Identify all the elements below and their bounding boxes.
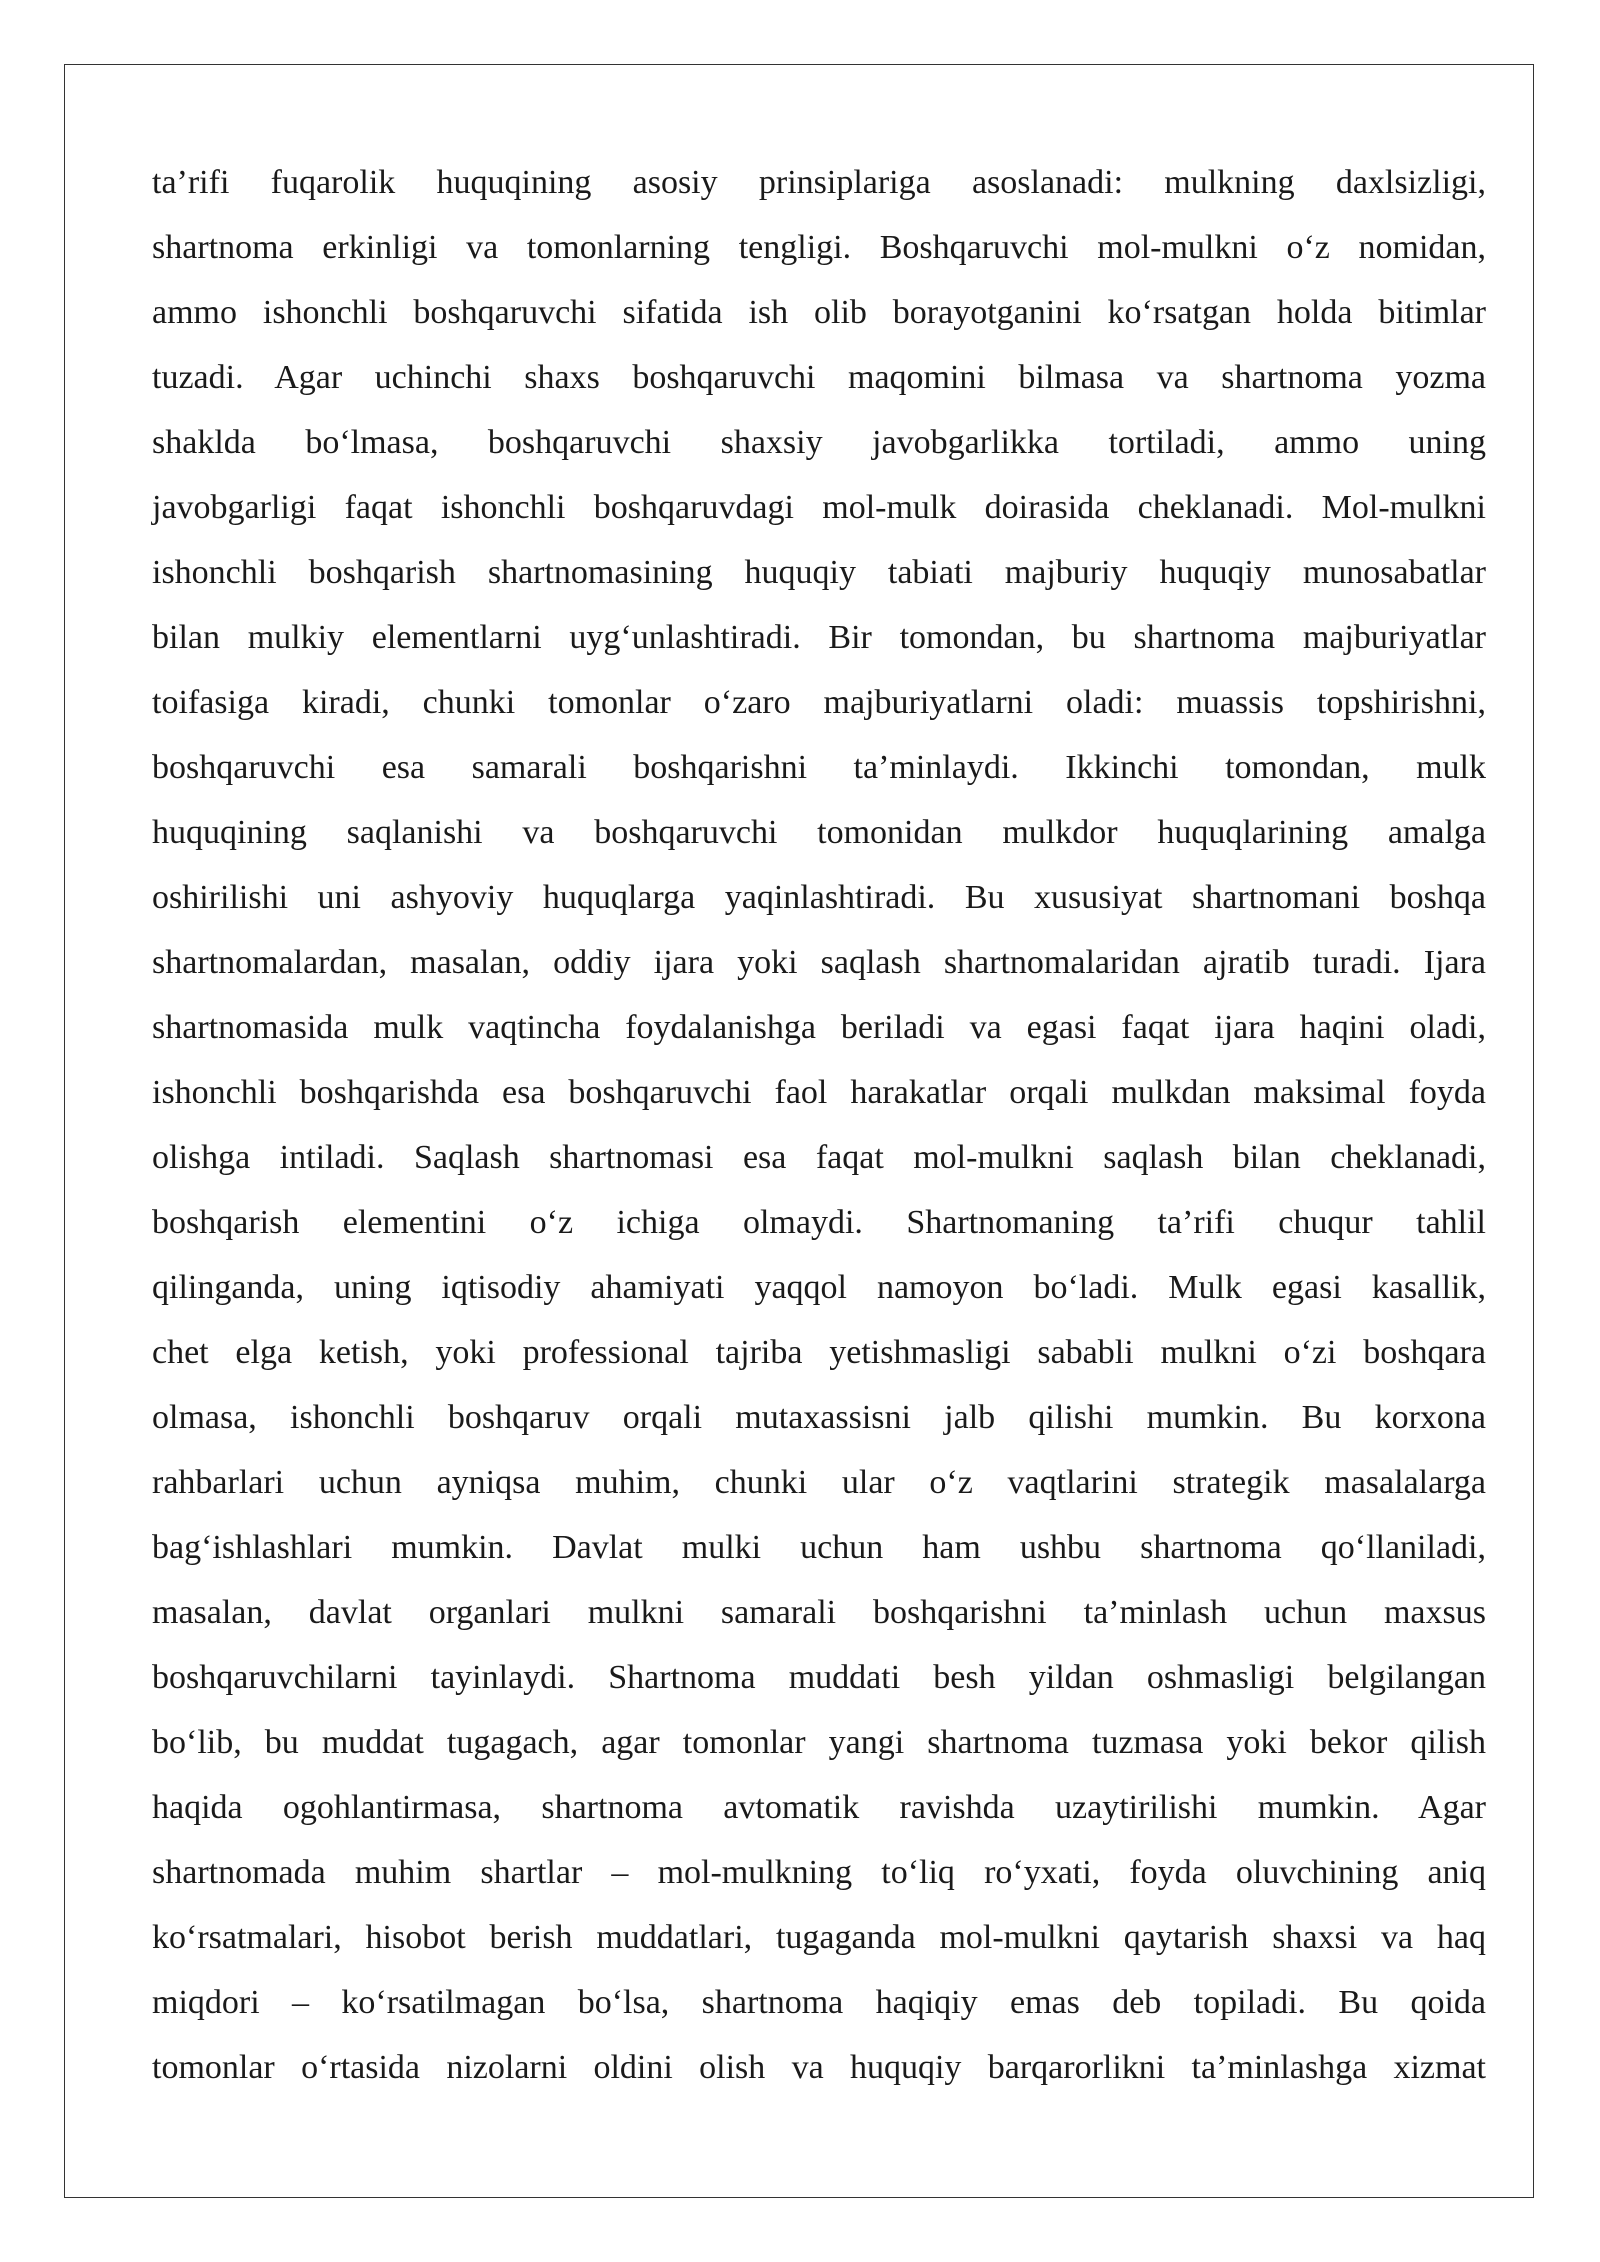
text-line: shartnomalardan, masalan, oddiy ijara yoki saqlash shartnomalaridan ajratib turadi. Ijara <box>152 944 1486 981</box>
text-line: olishga intiladi. Saqlash shartnomasi esa faqat mol-mulkni saqlash bilan cheklanadi, <box>152 1139 1486 1176</box>
text-line: shartnomasida mulk vaqtincha foydalanishga beriladi va egasi faqat ijara haqini oladi, <box>152 1009 1486 1046</box>
text-line: tuzadi. Agar uchinchi shaxs boshqaruvchi maqomini bilmasa va shartnoma yozma <box>152 359 1486 396</box>
text-line: tomonlar o‘rtasida nizolarni oldini olish va huquqiy barqarorlikni ta’minlashga xizmat <box>152 2049 1486 2086</box>
text-line: bag‘ishlashlari mumkin. Davlat mulki uchun ham ushbu shartnoma qo‘llaniladi, <box>152 1529 1486 1566</box>
text-line: olmasa, ishonchli boshqaruv orqali mutaxassisni jalb qilishi mumkin. Bu korxona <box>152 1399 1486 1436</box>
text-line: rahbarlari uchun ayniqsa muhim, chunki ular o‘z vaqtlarini strategik masalalarga <box>152 1464 1486 1501</box>
text-line: haqida ogohlantirmasa, shartnoma avtomatik ravishda uzaytirilishi mumkin. Agar <box>152 1789 1486 1826</box>
text-line: huquqining saqlanishi va boshqaruvchi tomonidan mulkdor huquqlarining amalga <box>152 814 1486 851</box>
text-line: ishonchli boshqarish shartnomasining huquqiy tabiati majburiy huquqiy munosabatlar <box>152 554 1486 591</box>
text-line: oshirilishi uni ashyoviy huquqlarga yaqinlashtiradi. Bu xususiyat shartnomani boshqa <box>152 879 1486 916</box>
text-line: ta’rifi fuqarolik huquqining asosiy prinsiplariga asoslanadi: mulkning daxlsizligi, <box>152 164 1486 201</box>
text-line: bo‘lib, bu muddat tugagach, agar tomonlar yangi shartnoma tuzmasa yoki bekor qilish <box>152 1724 1486 1761</box>
text-line: boshqarish elementini o‘z ichiga olmaydi. Shartnomaning ta’rifi chuqur tahlil <box>152 1204 1486 1241</box>
text-line: boshqaruvchi esa samarali boshqarishni ta’minlaydi. Ikkinchi tomondan, mulk <box>152 749 1486 786</box>
text-line: chet elga ketish, yoki professional tajriba yetishmasligi sababli mulkni o‘zi boshqara <box>152 1334 1486 1371</box>
text-line: ishonchli boshqarishda esa boshqaruvchi faol harakatlar orqali mulkdan maksimal foyda <box>152 1074 1486 1111</box>
text-line: bilan mulkiy elementlarni uyg‘unlashtiradi. Bir tomondan, bu shartnoma majburiyatlar <box>152 619 1486 656</box>
text-line: qilinganda, uning iqtisodiy ahamiyati yaqqol namoyon bo‘ladi. Mulk egasi kasallik, <box>152 1269 1486 1306</box>
text-line: ammo ishonchli boshqaruvchi sifatida ish olib borayotganini ko‘rsatgan holda bitimlar <box>152 294 1486 331</box>
text-line: masalan, davlat organlari mulkni samarali boshqarishni ta’minlash uchun maxsus <box>152 1594 1486 1631</box>
text-line: miqdori – ko‘rsatilmagan bo‘lsa, shartnoma haqiqiy emas deb topiladi. Bu qoida <box>152 1984 1486 2021</box>
text-line: javobgarligi faqat ishonchli boshqaruvdagi mol-mulk doirasida cheklanadi. Mol-mulkni <box>152 489 1486 526</box>
text-line: shaklda bo‘lmasa, boshqaruvchi shaxsiy javobgarlikka tortiladi, ammo uning <box>152 424 1486 461</box>
text-line: shartnoma erkinligi va tomonlarning tengligi. Boshqaruvchi mol-mulkni o‘z nomidan, <box>152 229 1486 266</box>
text-line: boshqaruvchilarni tayinlaydi. Shartnoma muddati besh yildan oshmasligi belgilangan <box>152 1659 1486 1696</box>
body-text <box>152 150 1486 2100</box>
text-line: ko‘rsatmalari, hisobot berish muddatlari, tugaganda mol-mulkni qaytarish shaxsi va haq <box>152 1919 1486 1956</box>
text-line: shartnomada muhim shartlar – mol-mulkning to‘liq ro‘yxati, foyda oluvchining aniq <box>152 1854 1486 1891</box>
text-line: toifasiga kiradi, chunki tomonlar o‘zaro majburiyatlarni oladi: muassis topshirishni, <box>152 684 1486 721</box>
